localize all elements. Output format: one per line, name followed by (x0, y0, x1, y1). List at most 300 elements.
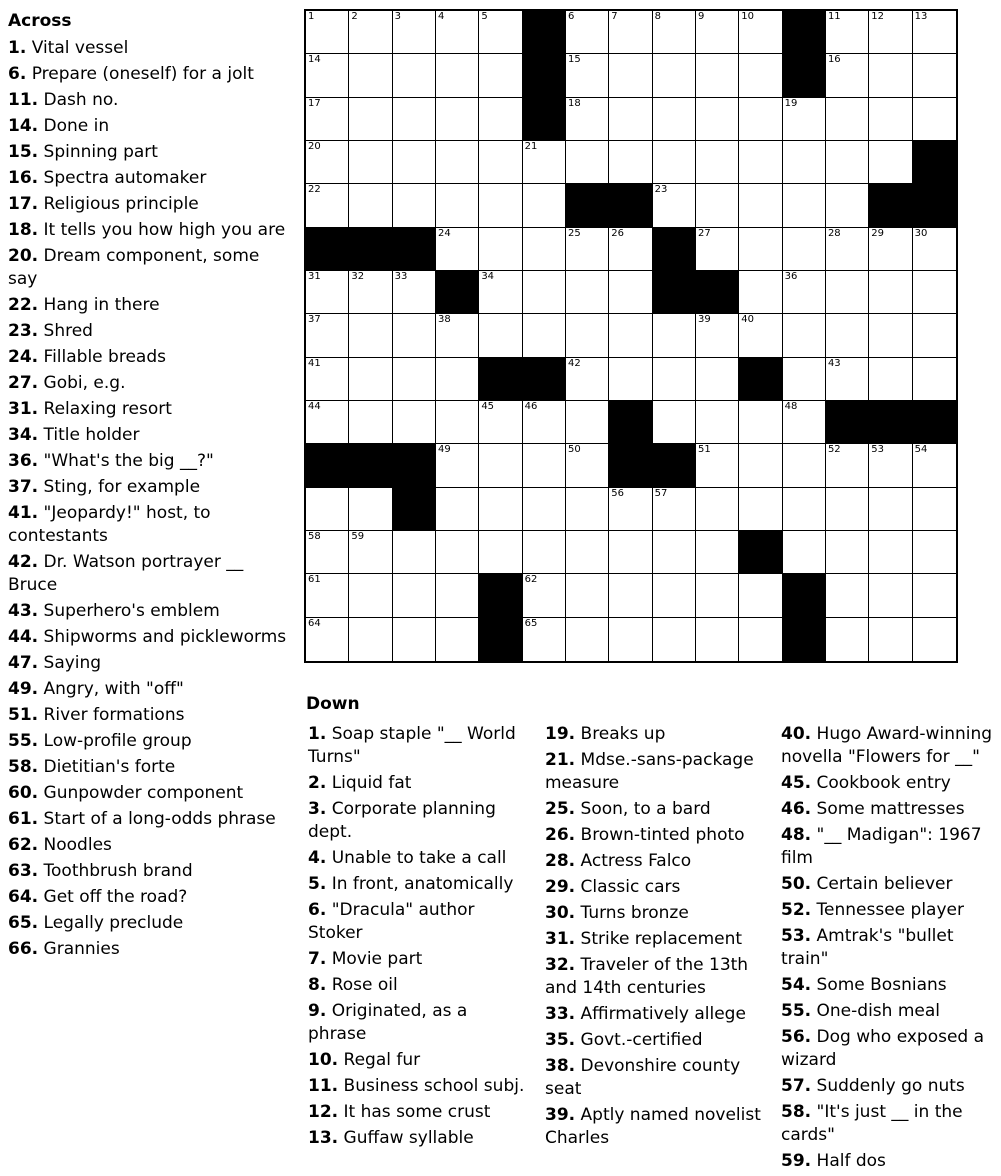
grid-cell[interactable] (479, 98, 522, 141)
grid-cell[interactable] (393, 271, 436, 314)
clue-text: Shipworms and pickleworms (43, 627, 287, 647)
grid-cell[interactable] (609, 358, 652, 401)
clue-number: 15. (8, 142, 39, 162)
grid-cell[interactable] (609, 314, 652, 357)
grid-cell[interactable] (869, 141, 912, 184)
grid-cell[interactable] (523, 531, 566, 574)
grid-cell[interactable] (306, 488, 349, 531)
grid-cell[interactable] (566, 574, 609, 617)
down-clue (781, 925, 999, 971)
grid-cell[interactable] (783, 98, 826, 141)
grid-cell[interactable] (566, 11, 609, 54)
clue-number: 51. (8, 705, 39, 725)
cell-number: 49 (437, 444, 451, 456)
clue-number: 43. (8, 601, 39, 621)
grid-cell[interactable] (696, 54, 739, 97)
grid-cell[interactable] (826, 574, 869, 617)
clue-number: 31. (8, 399, 39, 419)
clue-number: 50. (781, 874, 812, 894)
grid-cell[interactable] (566, 488, 609, 531)
grid-cell[interactable] (913, 444, 956, 487)
grid-cell[interactable] (479, 401, 522, 444)
clue-text: Originated, as a phrase (308, 1001, 468, 1044)
grid-cell[interactable] (826, 11, 869, 54)
grid-cell[interactable] (696, 11, 739, 54)
grid-cell[interactable] (869, 574, 912, 617)
grid-cell[interactable] (739, 618, 782, 661)
clue-number: 58. (8, 757, 39, 777)
grid-cell[interactable] (349, 574, 392, 617)
grid-cell[interactable] (739, 488, 782, 531)
down-clue (781, 772, 999, 795)
grid-cell[interactable] (306, 358, 349, 401)
cell-number: 17 (308, 97, 321, 109)
grid-cell[interactable] (436, 184, 479, 227)
grid-cell[interactable] (436, 54, 479, 97)
grid-cell[interactable] (436, 574, 479, 617)
down-clue (781, 1101, 999, 1147)
grid-cell[interactable] (826, 444, 869, 487)
grid-cell[interactable] (826, 54, 869, 97)
grid-cell[interactable] (653, 98, 696, 141)
grid-cell[interactable] (696, 141, 739, 184)
down-clue (308, 772, 530, 795)
clue-text: Dream component, some say (8, 246, 260, 289)
grid-cell[interactable] (783, 184, 826, 227)
grid-cell[interactable] (479, 488, 522, 531)
grid-cell[interactable] (306, 141, 349, 184)
grid-cell[interactable] (523, 401, 566, 444)
grid-block (306, 444, 349, 487)
cell-number: 44 (308, 400, 321, 412)
grid-cell[interactable] (393, 11, 436, 54)
clue-text: It tells you how high you are (43, 220, 286, 240)
down-clue (308, 723, 530, 769)
clue-text: Vital vessel (31, 38, 129, 58)
clue-text: Some mattresses (816, 799, 965, 819)
clue-number: 32. (545, 955, 576, 975)
grid-block (696, 271, 739, 314)
grid-block (783, 618, 826, 661)
grid-cell[interactable] (566, 54, 609, 97)
grid-cell[interactable] (566, 141, 609, 184)
clue-text: Suddenly go nuts (816, 1076, 965, 1096)
grid-cell[interactable] (913, 574, 956, 617)
grid-cell[interactable] (696, 358, 739, 401)
clue-text: Movie part (331, 949, 423, 969)
grid-cell[interactable] (696, 401, 739, 444)
grid-cell[interactable] (566, 314, 609, 357)
grid-cell[interactable] (653, 488, 696, 531)
grid-block (479, 618, 522, 661)
clue-text: Noodles (43, 835, 112, 855)
across-clue (8, 219, 288, 242)
grid-cell[interactable] (696, 618, 739, 661)
grid-cell[interactable] (869, 618, 912, 661)
grid-cell[interactable] (393, 54, 436, 97)
grid-block (653, 271, 696, 314)
grid-cell[interactable] (349, 141, 392, 184)
cell-number: 18 (567, 97, 581, 109)
grid-cell[interactable] (306, 11, 349, 54)
grid-cell[interactable] (306, 531, 349, 574)
clue-number: 22. (8, 295, 39, 315)
grid-cell[interactable] (783, 314, 826, 357)
across-heading: Across (8, 11, 72, 31)
across-clue (8, 652, 288, 675)
grid-cell[interactable] (739, 574, 782, 617)
grid-cell[interactable] (826, 271, 869, 314)
grid-cell[interactable] (653, 141, 696, 184)
grid-cell[interactable] (913, 271, 956, 314)
grid-cell[interactable] (436, 314, 479, 357)
grid-cell[interactable] (523, 228, 566, 271)
clue-text: Turns bronze (580, 903, 689, 923)
grid-cell[interactable] (783, 444, 826, 487)
grid-cell[interactable] (696, 314, 739, 357)
grid-cell[interactable] (869, 531, 912, 574)
clue-number: 63. (8, 861, 39, 881)
clue-number: 31. (545, 929, 576, 949)
grid-cell[interactable] (653, 11, 696, 54)
grid-cell[interactable] (653, 574, 696, 617)
grid-cell[interactable] (869, 54, 912, 97)
clue-number: 42. (8, 552, 39, 572)
cell-number: 8 (654, 11, 661, 22)
grid-cell[interactable] (306, 271, 349, 314)
grid-cell[interactable] (393, 618, 436, 661)
clue-text: "__ Madigan": 1967 film (781, 825, 982, 868)
grid-cell[interactable] (306, 314, 349, 357)
grid-cell[interactable] (783, 228, 826, 271)
clue-number: 19. (545, 724, 576, 744)
grid-cell[interactable] (696, 531, 739, 574)
cell-number: 37 (308, 314, 321, 326)
grid-cell[interactable] (739, 314, 782, 357)
grid-cell[interactable] (393, 314, 436, 357)
grid-cell[interactable] (393, 574, 436, 617)
grid-cell[interactable] (609, 54, 652, 97)
across-clue (8, 834, 288, 857)
grid-cell[interactable] (869, 98, 912, 141)
grid-cell[interactable] (306, 574, 349, 617)
grid-block (826, 401, 869, 444)
clue-number: 24. (8, 347, 39, 367)
grid-cell[interactable] (349, 314, 392, 357)
grid-cell[interactable] (739, 141, 782, 184)
grid-cell[interactable] (696, 574, 739, 617)
down-clue (781, 899, 999, 922)
grid-cell[interactable] (349, 618, 392, 661)
clue-text: Religious principle (43, 194, 199, 214)
grid-cell[interactable] (566, 228, 609, 271)
grid-cell[interactable] (306, 54, 349, 97)
down-clue (545, 1003, 767, 1026)
grid-cell[interactable] (739, 401, 782, 444)
clue-number: 8. (308, 975, 327, 995)
clue-text: Grannies (43, 939, 120, 959)
grid-cell[interactable] (479, 11, 522, 54)
grid-cell[interactable] (609, 488, 652, 531)
grid-cell[interactable] (436, 444, 479, 487)
clue-text: Title holder (43, 425, 140, 445)
grid-cell[interactable] (349, 358, 392, 401)
grid-cell[interactable] (609, 271, 652, 314)
grid-cell[interactable] (739, 98, 782, 141)
grid-cell[interactable] (696, 98, 739, 141)
across-clue (8, 704, 288, 727)
clue-number: 28. (545, 851, 576, 871)
clue-text: Unable to take a call (331, 848, 507, 868)
grid-cell[interactable] (566, 444, 609, 487)
grid-cell[interactable] (826, 618, 869, 661)
grid-cell[interactable] (609, 11, 652, 54)
clue-number: 48. (781, 825, 812, 845)
grid-cell[interactable] (739, 11, 782, 54)
grid-cell[interactable] (349, 184, 392, 227)
cell-number: 52 (827, 444, 841, 456)
clue-text: "It's just __ in the cards" (781, 1102, 963, 1145)
grid-cell[interactable] (739, 271, 782, 314)
grid-cell[interactable] (783, 401, 826, 444)
grid-cell[interactable] (393, 401, 436, 444)
cell-number: 38 (437, 314, 451, 326)
grid-cell[interactable] (393, 98, 436, 141)
clue-text: Soon, to a bard (580, 799, 711, 819)
grid-cell[interactable] (479, 271, 522, 314)
grid-cell[interactable] (436, 488, 479, 531)
cell-number: 19 (784, 97, 798, 109)
across-clue (8, 63, 288, 86)
grid-cell[interactable] (913, 228, 956, 271)
clue-text: Done in (43, 116, 110, 136)
grid-cell[interactable] (566, 271, 609, 314)
clue-number: 14. (8, 116, 39, 136)
grid-cell[interactable] (566, 401, 609, 444)
grid-cell[interactable] (826, 98, 869, 141)
clue-text: Prepare (oneself) for a jolt (31, 64, 254, 84)
grid-cell[interactable] (523, 184, 566, 227)
clue-number: 35. (545, 1030, 576, 1050)
grid-cell[interactable] (609, 618, 652, 661)
grid-cell[interactable] (349, 531, 392, 574)
grid-cell[interactable] (653, 401, 696, 444)
grid-cell[interactable] (609, 228, 652, 271)
clue-number: 58. (781, 1102, 812, 1122)
grid-cell[interactable] (306, 98, 349, 141)
grid-cell[interactable] (306, 401, 349, 444)
across-clue (8, 115, 288, 138)
clue-text: Certain believer (816, 874, 953, 894)
grid-cell[interactable] (696, 444, 739, 487)
grid-cell[interactable] (523, 488, 566, 531)
grid-cell[interactable] (869, 11, 912, 54)
clue-number: 55. (8, 731, 39, 751)
grid-block (653, 228, 696, 271)
grid-cell[interactable] (739, 184, 782, 227)
grid-cell[interactable] (566, 618, 609, 661)
grid-cell[interactable] (826, 488, 869, 531)
grid-cell[interactable] (349, 98, 392, 141)
grid-cell[interactable] (696, 228, 739, 271)
grid-cell[interactable] (566, 358, 609, 401)
grid-cell[interactable] (349, 488, 392, 531)
grid-block (609, 184, 652, 227)
down-clue (308, 974, 530, 997)
grid-cell[interactable] (479, 228, 522, 271)
grid-cell[interactable] (869, 314, 912, 357)
grid-cell[interactable] (349, 401, 392, 444)
grid-cell[interactable] (653, 54, 696, 97)
grid-cell[interactable] (869, 228, 912, 271)
grid-cell[interactable] (479, 184, 522, 227)
grid-cell[interactable] (653, 531, 696, 574)
across-clue (8, 294, 288, 317)
grid-cell[interactable] (653, 184, 696, 227)
grid-cell[interactable] (393, 184, 436, 227)
clue-number: 20. (8, 246, 39, 266)
grid-cell[interactable] (523, 444, 566, 487)
grid-cell[interactable] (306, 618, 349, 661)
grid-cell[interactable] (913, 314, 956, 357)
down-clue (545, 723, 767, 746)
grid-cell[interactable] (523, 618, 566, 661)
clue-text: It has some crust (343, 1102, 491, 1122)
down-clue-column-2 (545, 723, 767, 1153)
grid-cell[interactable] (393, 358, 436, 401)
grid-cell[interactable] (826, 184, 869, 227)
grid-cell[interactable] (783, 141, 826, 184)
grid-cell[interactable] (436, 11, 479, 54)
grid-cell[interactable] (479, 54, 522, 97)
grid-cell[interactable] (523, 314, 566, 357)
clue-number: 49. (8, 679, 39, 699)
grid-cell[interactable] (609, 574, 652, 617)
grid-cell[interactable] (566, 98, 609, 141)
grid-cell[interactable] (913, 98, 956, 141)
grid-cell[interactable] (869, 271, 912, 314)
across-clue (8, 320, 288, 343)
grid-cell[interactable] (783, 271, 826, 314)
down-clue (308, 847, 530, 870)
grid-cell[interactable] (739, 444, 782, 487)
grid-cell[interactable] (523, 574, 566, 617)
grid-cell[interactable] (783, 531, 826, 574)
clue-text: Get off the road? (43, 887, 188, 907)
grid-block (609, 444, 652, 487)
grid-cell[interactable] (436, 358, 479, 401)
clue-text: Mdse.-sans-package measure (545, 750, 754, 793)
cell-number: 7 (611, 11, 618, 22)
grid-cell[interactable] (826, 531, 869, 574)
across-clue (8, 912, 288, 935)
grid-cell[interactable] (826, 358, 869, 401)
cell-number: 15 (567, 54, 581, 66)
grid-cell[interactable] (609, 141, 652, 184)
grid-cell[interactable] (393, 531, 436, 574)
grid-cell[interactable] (479, 141, 522, 184)
grid-cell[interactable] (696, 184, 739, 227)
grid-cell[interactable] (349, 54, 392, 97)
grid-cell[interactable] (783, 358, 826, 401)
grid-cell[interactable] (913, 11, 956, 54)
grid-cell[interactable] (523, 271, 566, 314)
grid-cell[interactable] (869, 488, 912, 531)
grid-cell[interactable] (653, 358, 696, 401)
clue-number: 61. (8, 809, 39, 829)
grid-cell[interactable] (826, 228, 869, 271)
cell-number: 34 (481, 270, 495, 282)
clue-number: 59. (781, 1151, 812, 1171)
grid-cell[interactable] (826, 314, 869, 357)
grid-cell[interactable] (436, 618, 479, 661)
down-clue (781, 1150, 999, 1173)
clue-number: 6. (8, 64, 27, 84)
grid-cell[interactable] (696, 488, 739, 531)
grid-block (869, 184, 912, 227)
grid-cell[interactable] (869, 444, 912, 487)
grid-cell[interactable] (653, 618, 696, 661)
grid-cell[interactable] (479, 314, 522, 357)
grid-cell[interactable] (349, 271, 392, 314)
clue-number: 30. (545, 903, 576, 923)
cell-number: 6 (567, 11, 575, 22)
grid-cell[interactable] (609, 98, 652, 141)
clue-text: Breaks up (580, 724, 666, 744)
grid-cell[interactable] (913, 618, 956, 661)
grid-cell[interactable] (913, 488, 956, 531)
grid-cell[interactable] (393, 141, 436, 184)
clue-text: Dr. Watson portrayer __ Bruce (8, 552, 244, 595)
clue-text: Govt.-certified (580, 1030, 703, 1050)
grid-cell[interactable] (523, 141, 566, 184)
cell-number: 20 (308, 140, 321, 152)
grid-cell[interactable] (739, 228, 782, 271)
grid-cell[interactable] (566, 531, 609, 574)
grid-cell[interactable] (783, 488, 826, 531)
grid-cell[interactable] (436, 141, 479, 184)
down-clue (545, 824, 767, 847)
grid-cell[interactable] (306, 184, 349, 227)
grid-cell[interactable] (479, 444, 522, 487)
grid-cell[interactable] (913, 531, 956, 574)
grid-cell[interactable] (869, 358, 912, 401)
grid-cell[interactable] (436, 401, 479, 444)
grid-cell[interactable] (436, 98, 479, 141)
grid-cell[interactable] (739, 54, 782, 97)
across-clue (8, 938, 288, 961)
across-clue (8, 424, 288, 447)
clue-number: 57. (781, 1076, 812, 1096)
grid-cell[interactable] (609, 531, 652, 574)
cell-number: 46 (524, 400, 538, 412)
cell-number: 33 (394, 270, 408, 282)
grid-cell[interactable] (913, 358, 956, 401)
grid-cell[interactable] (913, 54, 956, 97)
grid-cell[interactable] (436, 228, 479, 271)
grid-cell[interactable] (349, 11, 392, 54)
grid-cell[interactable] (653, 314, 696, 357)
down-clue (308, 948, 530, 971)
grid-cell[interactable] (436, 531, 479, 574)
grid-cell[interactable] (479, 531, 522, 574)
grid-cell[interactable] (826, 141, 869, 184)
clue-number: 16. (8, 168, 39, 188)
clue-text: Tennessee player (816, 900, 964, 920)
grid-block (783, 54, 826, 97)
clue-text: Regal fur (343, 1050, 421, 1070)
clue-number: 66. (8, 939, 39, 959)
